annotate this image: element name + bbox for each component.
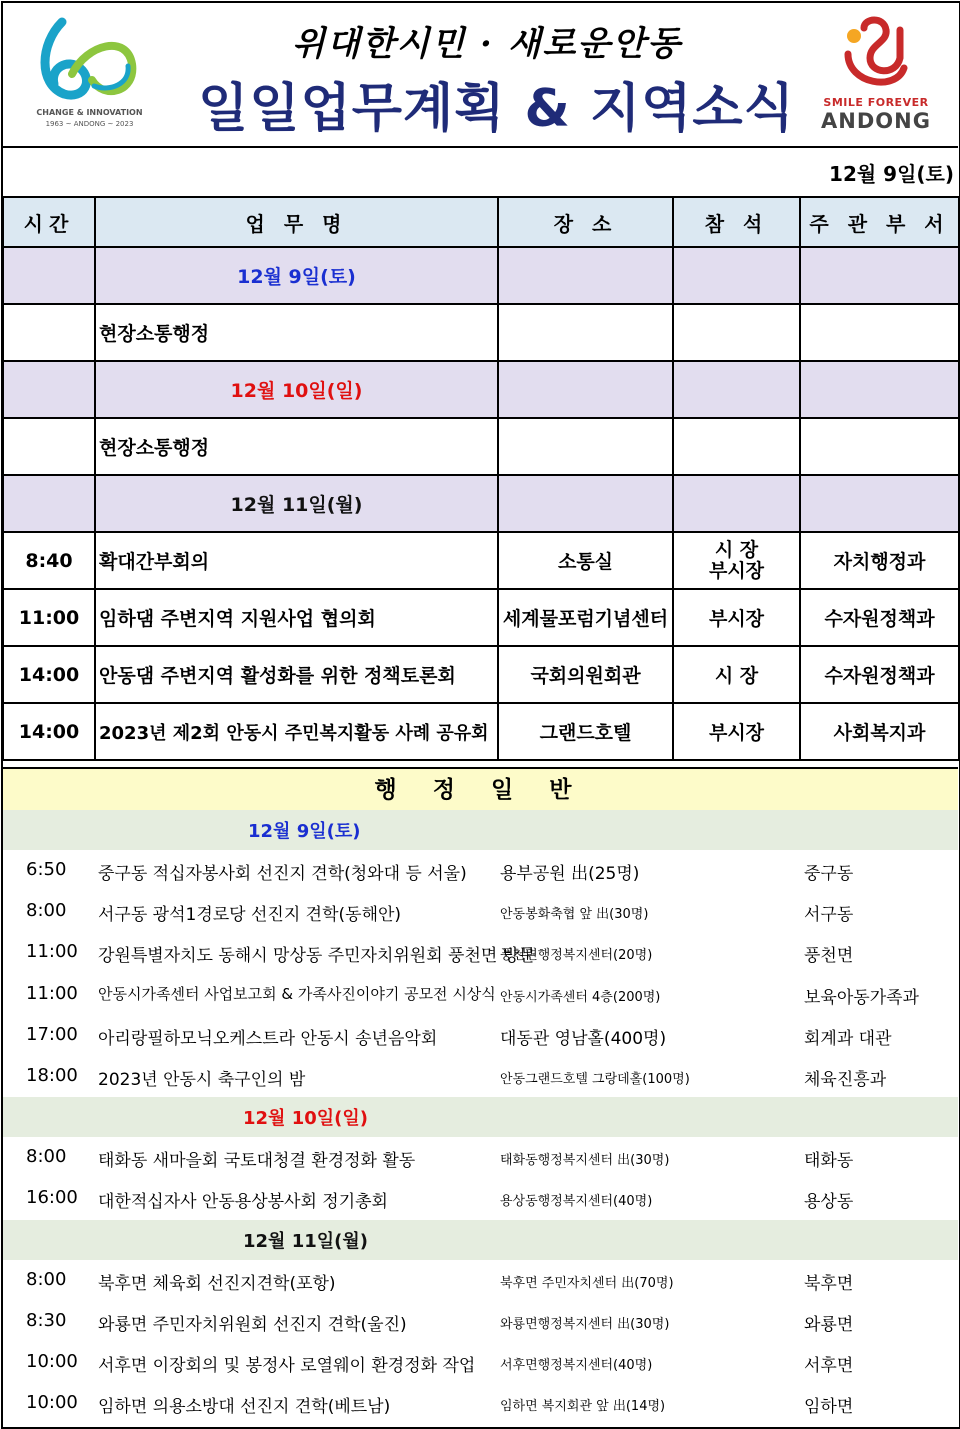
item-place: 용부공원 出(25명) [500, 864, 640, 884]
list-item [2, 1015, 958, 1056]
table-row [3, 703, 959, 760]
time-cell: 8:40 [3, 532, 95, 589]
logo-caption-line1: CHANGE & INNOVATION [36, 108, 143, 117]
dept-cell [800, 304, 959, 361]
place-cell [498, 418, 673, 475]
item-dept: 보육아동가족과 [804, 987, 919, 1008]
col-header-task: 업 무 명 [95, 197, 498, 247]
logo-right-line1: SMILE FOREVER [823, 96, 929, 109]
col-header-attendee: 참 석 [673, 197, 800, 247]
list-item [2, 1301, 958, 1342]
sixty-emblem-icon [32, 14, 147, 106]
item-name: 아리랑필하모닉오케스트라 안동시 송년음악회 [98, 1028, 438, 1049]
page-header [2, 2, 958, 148]
dept-cell: 자치행정과 [800, 532, 959, 589]
item-time: 6:50 [26, 859, 67, 880]
table-row [3, 646, 959, 703]
table-header-row [3, 197, 959, 247]
item-name: 서후면 이장회의 및 봉정사 로열웨이 환경정화 작업 [98, 1355, 476, 1376]
report-date-row [2, 148, 958, 198]
list-item [2, 891, 958, 932]
place-cell: 국회의원회관 [498, 646, 673, 703]
list-item [2, 1137, 958, 1178]
dept-cell [800, 418, 959, 475]
general-day-label: 12월 10일(일) [243, 1108, 368, 1130]
item-dept: 태화동 [804, 1151, 854, 1172]
item-name: 중구동 적십자봉사회 선진지 견학(청와대 등 서울) [98, 864, 467, 884]
item-time: 18:00 [26, 1064, 78, 1086]
time-cell [3, 418, 95, 475]
place-cell [498, 304, 673, 361]
item-place: 북후면 주민자치센터 出(70명) [500, 1275, 674, 1291]
task-cell: 현장소통행정 [95, 304, 498, 361]
item-name: 서구동 광석1경로당 선진지 견학(동해안) [98, 905, 402, 926]
item-name: 와룡면 주민자치위원회 선진지 견학(울진) [98, 1314, 407, 1335]
smile-mark-icon [840, 14, 910, 92]
attendee-cell [673, 532, 800, 589]
item-name: 태화동 새마을회 국토대청결 환경정화 활동 [98, 1151, 416, 1172]
attendee-line1: 시 장 [714, 538, 759, 561]
item-dept: 와룡면 [804, 1314, 854, 1335]
list-item [2, 932, 958, 973]
page-title: 일일업무계획 & 지역소식 [198, 79, 795, 139]
table-date-row [3, 247, 959, 304]
attendee-cell: 부시장 [673, 703, 800, 760]
item-time: 8:00 [26, 900, 67, 922]
col-header-dept: 주 관 부 서 [800, 197, 959, 247]
report-date: 12월 9일(토) [829, 162, 954, 186]
item-dept: 중구동 [804, 864, 854, 884]
list-item [2, 850, 958, 891]
item-time: 10:00 [26, 1350, 78, 1372]
item-dept: 체육진흥과 [804, 1069, 887, 1090]
item-time: 11:00 [26, 982, 78, 1004]
list-item [2, 1178, 958, 1219]
task-cell: 임하댐 주변지역 지원사업 협의회 [95, 589, 498, 646]
item-name: 2023년 안동시 축구인의 밤 [98, 1069, 306, 1090]
time-cell: 14:00 [3, 703, 95, 760]
attendee-line2: 부시장 [708, 559, 765, 582]
general-admin-banner [2, 767, 958, 812]
logo-caption-line2: 1963 ~ ANDONG ~ 2023 [45, 120, 134, 128]
task-cell: 안동댐 주변지역 활성화를 위한 정책토론회 [95, 646, 498, 703]
item-dept: 회계과 대관 [804, 1028, 892, 1049]
list-item [2, 1383, 958, 1424]
place-cell: 소통실 [498, 532, 673, 589]
dept-cell: 수자원정책과 [800, 646, 959, 703]
general-day-label: 12월 11일(월) [243, 1230, 368, 1252]
list-item [2, 1260, 958, 1301]
time-cell [3, 304, 95, 361]
item-name: 임하면 의용소방대 선진지 견학(베트남) [98, 1397, 391, 1418]
item-place: 풍천면행정복지센터(20명) [500, 948, 653, 964]
anniversary-60-logo [32, 14, 147, 134]
main-schedule-table [2, 196, 960, 761]
item-dept: 서구동 [804, 905, 854, 926]
item-place: 서후면행정복지센터(40명) [500, 1357, 653, 1373]
item-time: 8:00 [26, 1146, 67, 1168]
col-header-place: 장 소 [498, 197, 673, 247]
dept-cell: 사회복지과 [800, 703, 959, 760]
item-dept: 서후면 [804, 1355, 854, 1376]
item-name: 북후면 체육회 선진지견학(포항) [98, 1273, 336, 1294]
general-day-label: 12월 9일(토) [248, 821, 361, 842]
item-place: 태화동행정복지센터 出(30명) [500, 1153, 670, 1169]
item-dept: 용상동 [804, 1192, 854, 1213]
table-row [3, 589, 959, 646]
slogan: 위대한시민 · 새로운안동 [292, 24, 682, 64]
logo-right-line2: ANDONG [821, 109, 931, 133]
task-cell: 현장소통행정 [95, 418, 498, 475]
smile-forever-andong-logo [818, 14, 934, 138]
table-date-row [3, 475, 959, 532]
general-day-header [2, 1097, 958, 1137]
item-place: 안동시가족센터 4층(200명) [500, 989, 661, 1005]
general-day-header [2, 1220, 958, 1260]
time-cell: 11:00 [3, 589, 95, 646]
attendee-cell: 부시장 [673, 589, 800, 646]
item-place: 대동관 영남홀(400명) [500, 1028, 667, 1049]
list-item [2, 1056, 958, 1097]
item-dept: 풍천면 [804, 946, 854, 967]
item-time: 16:00 [26, 1187, 78, 1209]
item-time: 8:00 [26, 1268, 67, 1290]
attendee-cell [673, 418, 800, 475]
item-place: 와룡면행정복지센터 出(30명) [500, 1316, 670, 1332]
item-name: 안동시가족센터 사업보고회 & 가족사진이야기 공모전 시상식 [98, 984, 496, 1003]
task-cell: 2023년 제2회 안동시 주민복지활동 사례 공유회 [95, 703, 498, 760]
list-item [2, 974, 958, 1015]
table-row [3, 304, 959, 361]
attendee-cell [673, 304, 800, 361]
place-cell: 세계물포럼기념센터 [498, 589, 673, 646]
table-date-row [3, 361, 959, 418]
item-name: 대한적십자사 안동용상봉사회 정기총회 [98, 1192, 388, 1213]
general-admin-title: 행 정 일 반 [374, 777, 586, 803]
date-label: 12월 11일(월) [95, 475, 498, 532]
item-time: 11:00 [26, 941, 78, 963]
table-row [3, 418, 959, 475]
dept-cell: 수자원정책과 [800, 589, 959, 646]
col-header-time: 시간 [3, 197, 95, 247]
place-cell: 그랜드호텔 [498, 703, 673, 760]
list-item [2, 1342, 958, 1383]
item-time: 10:00 [26, 1392, 78, 1414]
item-dept: 임하면 [804, 1397, 854, 1418]
item-place: 안동봉화축협 앞 出(30명) [500, 907, 649, 923]
date-label: 12월 10일(일) [95, 361, 498, 418]
general-day-header [2, 810, 958, 850]
date-label: 12월 9일(토) [95, 247, 498, 304]
item-place: 용상동행정복지센터(40명) [500, 1194, 653, 1210]
item-name: 강원특별자치도 동해시 망상동 주민자치위원회 풍천면 방문 [98, 946, 536, 967]
item-dept: 북후면 [804, 1273, 854, 1294]
item-place: 안동그랜드호텔 그랑데홀(100명) [500, 1071, 690, 1087]
general-admin-list [2, 810, 958, 1424]
table-row [3, 532, 959, 589]
attendee-cell: 시 장 [673, 646, 800, 703]
item-time: 17:00 [26, 1023, 78, 1045]
item-place: 임하면 복지회관 앞 出(14명) [500, 1399, 666, 1415]
time-cell: 14:00 [3, 646, 95, 703]
item-time: 8:30 [26, 1309, 67, 1331]
task-cell: 확대간부회의 [95, 532, 498, 589]
